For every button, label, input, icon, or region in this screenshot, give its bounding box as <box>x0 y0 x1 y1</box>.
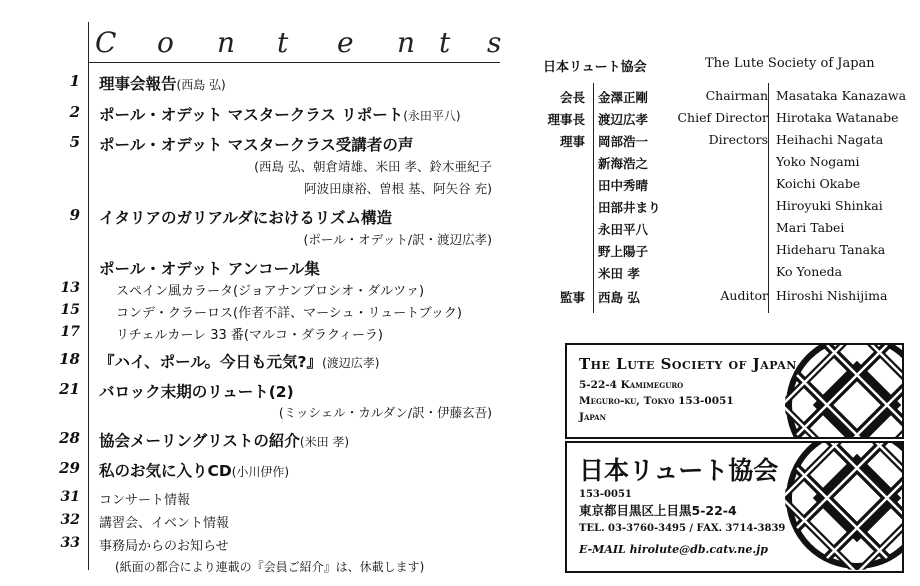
entry-title: 協会メーリングリストの紹介(米田 孝) <box>99 432 350 450</box>
name-en: Hideharu Tanaka <box>776 242 886 257</box>
page-number: 1 <box>69 72 80 90</box>
name-en: Hirotaka Watanabe <box>776 110 899 125</box>
entry-authors: (ミッシェル・カルダン/訳・伊藤玄吾) <box>278 405 492 420</box>
name-jp: 米田 孝 <box>598 266 640 281</box>
page-number: 5 <box>69 133 80 151</box>
entry-authors: (ポール・オデット/訳・渡辺広孝) <box>303 232 492 247</box>
email-label: E-MAIL <box>579 543 626 556</box>
officer-row <box>530 88 910 110</box>
contents-heading-letter: n <box>217 26 236 59</box>
page-number: 13 <box>60 280 80 296</box>
english-address-card <box>565 343 904 439</box>
card-title-jp: 日本リュート協会 <box>579 456 779 485</box>
society-name-en: The Lute Society of Japan <box>705 56 875 71</box>
celtic-knot-logo <box>782 343 904 439</box>
entry-title: イタリアのガリアルダにおけるリズム構造 <box>99 209 392 227</box>
entry-title: コンサート情報 <box>99 493 191 508</box>
officer-row <box>530 264 910 286</box>
contents-heading-letter: n <box>397 26 416 59</box>
name-en: Ko Yoneda <box>776 264 843 279</box>
address-line: Meguro-ku, Tokyo 153-0051 <box>579 395 734 407</box>
officer-row <box>530 176 910 198</box>
role-en: Auditor <box>720 288 768 303</box>
page-number: 17 <box>60 324 80 340</box>
contents-heading-letter: t <box>277 26 289 59</box>
name-jp: 新海浩之 <box>598 156 649 171</box>
contents-heading-letter: t <box>439 26 451 59</box>
page-number: 31 <box>60 489 80 505</box>
entry-title: コンデ・クラーロス(作者不詳、マーシュ・リュートブック) <box>116 306 462 321</box>
role-en: Chief Director <box>677 110 768 125</box>
officer-row <box>530 198 910 220</box>
page-number: 2 <box>69 103 80 121</box>
name-jp: 田部井まり <box>598 200 661 215</box>
contents-heading <box>95 24 500 62</box>
name-en: Heihachi Nagata <box>776 132 884 147</box>
name-en: Koichi Okabe <box>776 176 861 191</box>
entry-title: 私のお気に入りCD(小川伊作) <box>99 462 290 480</box>
contents-heading-letter: C <box>95 26 117 59</box>
page-number: 33 <box>60 535 80 551</box>
card-title-en: The Lute Society of Japan <box>579 355 797 373</box>
officer-row <box>530 154 910 176</box>
name-jp: 金澤正剛 <box>598 90 649 105</box>
contents-heading-letter: s <box>487 26 502 59</box>
toc-vertical-rule <box>88 22 89 570</box>
society-name-jp: 日本リュート協会 <box>543 60 647 75</box>
name-jp: 岡部浩一 <box>598 134 649 149</box>
officer-row <box>530 220 910 242</box>
entry-title: 事務局からのお知らせ <box>99 539 229 554</box>
entry-title: バロック末期のリュート(2) <box>99 383 294 401</box>
name-jp: 西島 弘 <box>598 290 640 305</box>
entry-title: ポール・オデット アンコール集 <box>99 260 320 278</box>
page-number: 18 <box>59 350 80 368</box>
page-number: 28 <box>59 429 80 447</box>
contents-heading-letter: e <box>337 26 354 59</box>
address-line: 東京都目黒区上目黒5-22-4 <box>579 503 737 518</box>
japanese-address-card <box>565 441 904 573</box>
name-jp: 野上陽子 <box>598 244 649 259</box>
address-line: 5-22-4 Kamimeguro <box>579 379 684 391</box>
entry-authors: 阿波田康裕、曽根 基、阿矢谷 充) <box>304 181 492 196</box>
officer-row <box>530 288 910 310</box>
address-line: Japan <box>579 411 606 423</box>
contents-heading-letter: o <box>157 26 174 59</box>
role-en: Chairman <box>705 88 768 103</box>
role-en: Directors <box>708 132 768 147</box>
toc-note: (紙面の都合により連載の『会員ご紹介』は、休載します) <box>115 560 425 574</box>
entry-title: ポール・オデット マスタークラス リポート(永田平八) <box>99 106 461 124</box>
page-number: 29 <box>59 459 80 477</box>
role-jp: 理事 <box>559 134 585 149</box>
postal-code: 153-0051 <box>579 489 632 500</box>
entry-title: 理事会報告(西島 弘) <box>99 75 226 93</box>
officer-row <box>530 242 910 264</box>
role-jp: 理事長 <box>547 112 585 127</box>
entry-title: 『ハイ、ポール。今日も元気?』(渡辺広孝) <box>99 353 380 371</box>
heading-rule <box>88 62 500 63</box>
page-number: 9 <box>69 206 80 224</box>
officer-row <box>530 110 910 132</box>
name-en: Masataka Kanazawa <box>776 88 907 103</box>
entry-authors: (西島 弘、朝倉靖雄、米田 孝、鈴木亜紀子 <box>254 159 492 174</box>
name-en: Hiroshi Nishijima <box>776 288 888 303</box>
name-jp: 渡辺広孝 <box>598 112 649 127</box>
role-jp: 監事 <box>559 290 585 305</box>
name-jp: 田中秀晴 <box>598 178 649 193</box>
name-jp: 永田平八 <box>598 222 649 237</box>
name-en: Hiroyuki Shinkai <box>776 198 883 213</box>
officer-row <box>530 132 910 154</box>
role-jp: 会長 <box>559 90 585 105</box>
entry-title: ポール・オデット マスタークラス受講者の声 <box>99 136 414 154</box>
page-number: 21 <box>59 380 80 398</box>
page-number: 15 <box>60 302 80 318</box>
name-en: Mari Tabei <box>776 220 845 235</box>
page-number: 32 <box>60 512 80 528</box>
name-en: Yoko Nogami <box>776 154 860 169</box>
entry-title: リチェルカーレ 33 番(マルコ・ダラクィーラ) <box>116 328 384 343</box>
celtic-knot-logo <box>782 441 904 573</box>
email-address: hirolute@db.catv.ne.jp <box>629 543 768 556</box>
tel-fax: TEL. 03-3760-3495 / FAX. 3714-3839 <box>579 523 786 534</box>
entry-title: スペイン風カラータ(ジョアナンブロシオ・ダルツァ) <box>116 284 425 299</box>
email-line <box>579 543 768 556</box>
entry-title: 講習会、イベント情報 <box>99 516 230 531</box>
